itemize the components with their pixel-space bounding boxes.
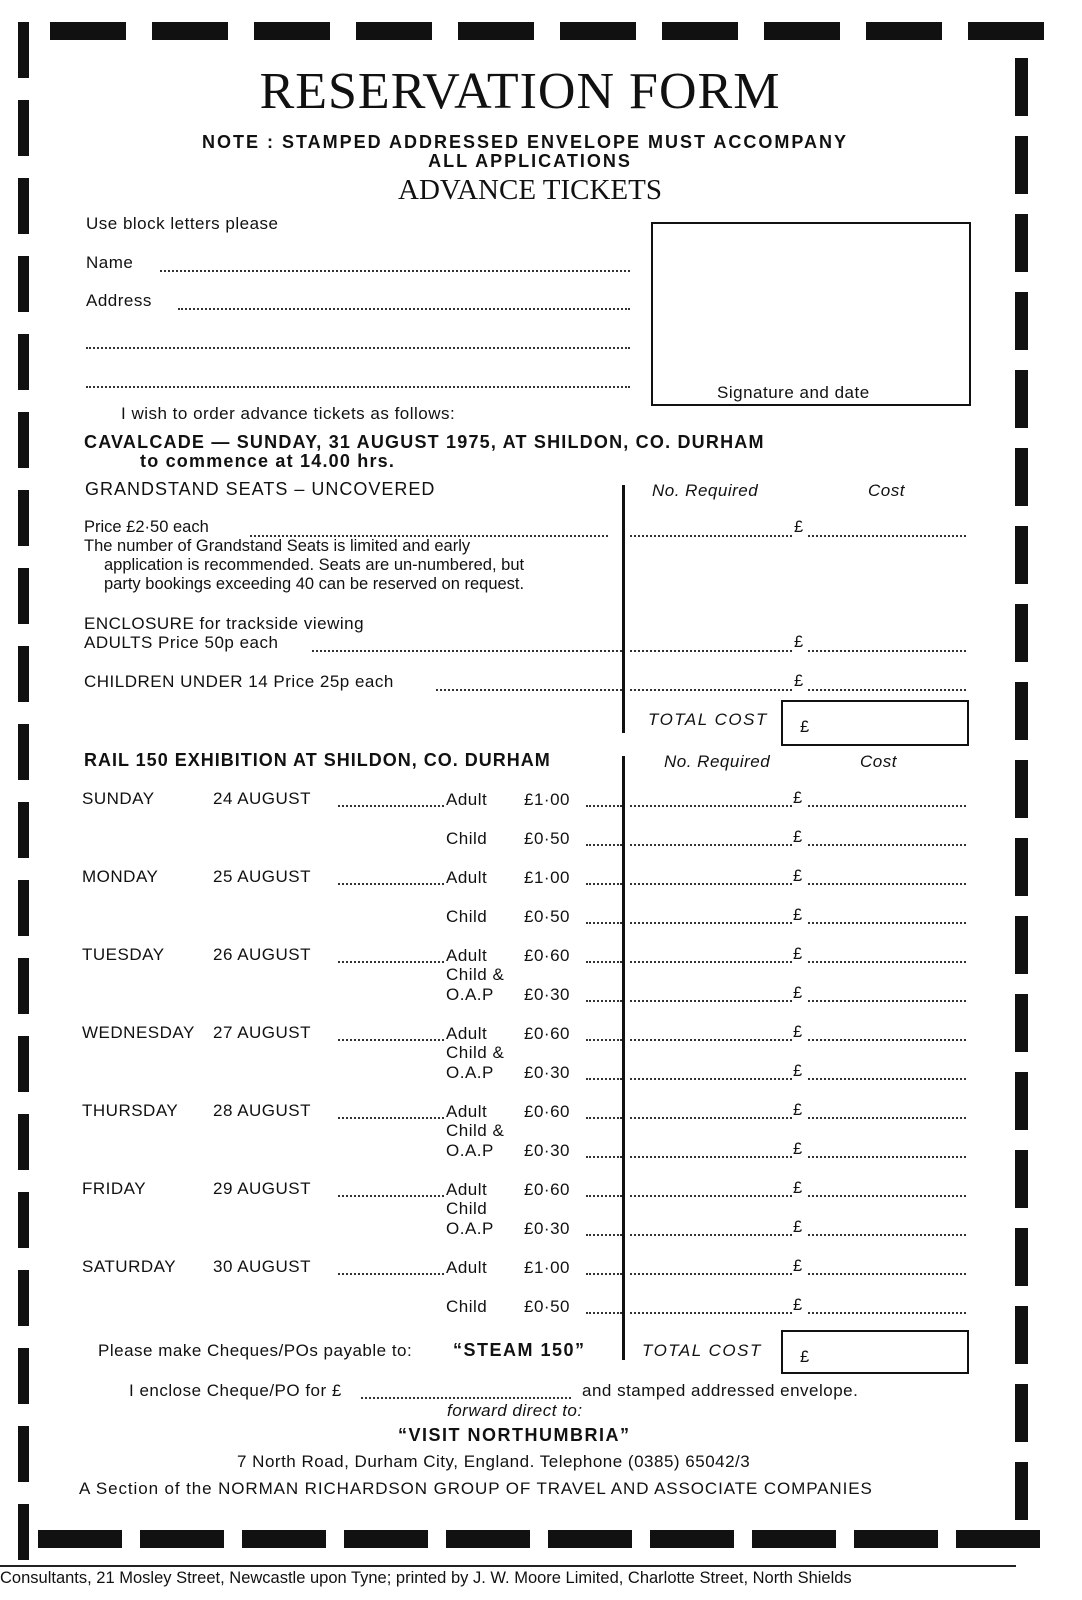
section-line: A Section of the NORMAN RICHARDSON GROUP OF TRAVEL AND ASSOCIATE COMPANIES bbox=[79, 1479, 873, 1498]
border-dash bbox=[18, 1426, 29, 1482]
border-dash bbox=[344, 1530, 428, 1548]
day-date: 29 AUGUST bbox=[213, 1179, 312, 1198]
border-dash bbox=[38, 1530, 122, 1548]
child-label: Child bbox=[446, 1297, 488, 1316]
child-label: Child bbox=[446, 907, 488, 926]
address-label: Address bbox=[86, 291, 152, 310]
grandstand-note bbox=[84, 537, 604, 594]
name-field[interactable] bbox=[160, 270, 630, 272]
child-pound: £ bbox=[793, 1218, 803, 1236]
child-label-oap: O.A.P bbox=[446, 985, 494, 1004]
child-price: £0·30 bbox=[524, 1063, 570, 1082]
child-price-leader bbox=[586, 844, 622, 846]
signature-label: Signature and date bbox=[717, 383, 870, 402]
date-leader bbox=[338, 1039, 444, 1041]
border-dash bbox=[1015, 370, 1028, 428]
note-line-2: ALL APPLICATIONS bbox=[428, 151, 632, 171]
border-dash bbox=[242, 1530, 326, 1548]
adult-label: Adult bbox=[446, 1024, 488, 1043]
child-price: £0·30 bbox=[524, 985, 570, 1004]
block-letters-note: Use block letters please bbox=[86, 214, 279, 233]
child-cost-field[interactable] bbox=[808, 844, 966, 846]
adult-label: Adult bbox=[446, 1258, 488, 1277]
advance-tickets-heading: ADVANCE TICKETS bbox=[398, 174, 662, 206]
org-address: 7 North Road, Durham City, England. Telephone (0385) 65042/3 bbox=[237, 1452, 751, 1471]
date-leader bbox=[338, 1195, 444, 1197]
day-name: SUNDAY bbox=[82, 789, 155, 808]
adult-price-leader bbox=[586, 961, 622, 963]
day-date: 28 AUGUST bbox=[213, 1101, 312, 1120]
children-price: CHILDREN UNDER 14 Price 25p each bbox=[84, 672, 394, 691]
payable-to: “STEAM 150” bbox=[453, 1340, 586, 1360]
date-leader bbox=[338, 805, 444, 807]
child-pound: £ bbox=[793, 906, 803, 924]
child-pound: £ bbox=[793, 828, 803, 846]
cavalcade-total-label: TOTAL COST bbox=[648, 710, 768, 729]
cavalcade-heading: CAVALCADE — SUNDAY, 31 AUGUST 1975, AT SHILDON, CO. DURHAM bbox=[84, 432, 765, 452]
date-leader bbox=[338, 883, 444, 885]
child-required-field[interactable] bbox=[630, 844, 792, 846]
adult-pound: £ bbox=[793, 1023, 803, 1041]
border-dash bbox=[18, 1504, 29, 1560]
child-label-oap: O.A.P bbox=[446, 1063, 494, 1082]
day-date: 26 AUGUST bbox=[213, 945, 312, 964]
child-label: Child & bbox=[446, 965, 505, 984]
imprint-rule bbox=[0, 1565, 1016, 1567]
border-dash bbox=[458, 22, 534, 40]
border-dash bbox=[1015, 1228, 1028, 1286]
child-price-leader bbox=[586, 1000, 622, 1002]
child-required-field[interactable] bbox=[630, 922, 792, 924]
child-price: £0·50 bbox=[524, 907, 570, 926]
adult-required-field[interactable] bbox=[630, 883, 792, 885]
adults-price: ADULTS Price 50p each bbox=[84, 633, 279, 652]
adults-required-field[interactable] bbox=[630, 650, 792, 652]
grandstand-note-line: party bookings exceeding 40 can be reserved on request. bbox=[104, 575, 525, 593]
border-dash bbox=[446, 1530, 530, 1548]
child-pound: £ bbox=[793, 1062, 803, 1080]
day-name: MONDAY bbox=[82, 867, 159, 886]
child-cost-field[interactable] bbox=[808, 1078, 966, 1080]
adult-pound: £ bbox=[793, 1257, 803, 1275]
adult-cost-field[interactable] bbox=[808, 805, 966, 807]
adult-label: Adult bbox=[446, 946, 488, 965]
border-dash bbox=[1015, 214, 1028, 272]
address-field-line-2[interactable] bbox=[86, 347, 630, 349]
border-dash bbox=[1015, 1384, 1028, 1442]
border-dash bbox=[18, 1036, 29, 1092]
exhibition-col-required: No. Required bbox=[664, 752, 771, 771]
adult-required-field[interactable] bbox=[630, 1195, 792, 1197]
enclose-prefix: I enclose Cheque/PO for £ bbox=[129, 1381, 342, 1400]
date-leader bbox=[338, 961, 444, 963]
child-required-field[interactable] bbox=[630, 1312, 792, 1314]
border-dash bbox=[18, 724, 29, 780]
border-dash bbox=[1015, 1462, 1028, 1520]
children-required-field[interactable] bbox=[630, 689, 792, 691]
enclose-suffix: and stamped addressed envelope. bbox=[582, 1381, 859, 1400]
child-cost-field[interactable] bbox=[808, 922, 966, 924]
border-dash bbox=[50, 22, 126, 40]
border-dash bbox=[18, 1348, 29, 1404]
adult-price-leader bbox=[586, 1039, 622, 1041]
exhibition-column-divider bbox=[622, 756, 625, 1360]
signature-box[interactable] bbox=[651, 222, 971, 406]
border-dash bbox=[18, 802, 29, 858]
border-dash bbox=[752, 1530, 836, 1548]
note-line-1: NOTE : STAMPED ADDRESSED ENVELOPE MUST ACCOMPANY bbox=[201, 132, 849, 152]
border-dash bbox=[1015, 838, 1028, 896]
border-dash bbox=[140, 1530, 224, 1548]
day-name: THURSDAY bbox=[82, 1101, 179, 1120]
payable-label: Please make Cheques/POs payable to: bbox=[98, 1341, 413, 1360]
address-field-line-3[interactable] bbox=[86, 386, 630, 388]
grandstand-pound: £ bbox=[794, 518, 804, 536]
cavalcade-time: to commence at 14.00 hrs. bbox=[140, 451, 396, 471]
child-price: £0·30 bbox=[524, 1141, 570, 1160]
child-required-field[interactable] bbox=[630, 1234, 792, 1236]
adult-label: Adult bbox=[446, 1102, 488, 1121]
child-pound: £ bbox=[793, 1140, 803, 1158]
child-price: £0·50 bbox=[524, 1297, 570, 1316]
child-cost-field[interactable] bbox=[808, 1312, 966, 1314]
adult-cost-field[interactable] bbox=[808, 1273, 966, 1275]
address-field-line-1[interactable] bbox=[178, 308, 630, 310]
adult-required-field[interactable] bbox=[630, 1039, 792, 1041]
children-leader bbox=[436, 689, 622, 691]
child-price-leader bbox=[586, 1156, 622, 1158]
order-intro: I wish to order advance tickets as follows: bbox=[121, 404, 456, 423]
child-price-leader bbox=[586, 1234, 622, 1236]
adult-pound: £ bbox=[793, 867, 803, 885]
adults-cost-field[interactable] bbox=[808, 650, 966, 652]
grandstand-required-field[interactable] bbox=[630, 535, 792, 537]
border-dash bbox=[152, 22, 228, 40]
adults-pound: £ bbox=[794, 633, 804, 651]
day-name: SATURDAY bbox=[82, 1257, 177, 1276]
child-price-leader bbox=[586, 1078, 622, 1080]
border-dash bbox=[18, 412, 29, 468]
border-dash bbox=[560, 22, 636, 40]
border-dash bbox=[18, 256, 29, 312]
child-required-field[interactable] bbox=[630, 1156, 792, 1158]
child-cost-field[interactable] bbox=[808, 1000, 966, 1002]
adult-label: Adult bbox=[446, 1180, 488, 1199]
exhibition-heading: RAIL 150 EXHIBITION AT SHILDON, CO. DURHAM bbox=[84, 750, 551, 770]
border-dash bbox=[1015, 994, 1028, 1052]
border-dash bbox=[968, 22, 1044, 40]
border-dash bbox=[1015, 292, 1028, 350]
adult-price-leader bbox=[586, 1117, 622, 1119]
adult-price: £0·60 bbox=[524, 1180, 570, 1199]
date-leader bbox=[338, 1273, 444, 1275]
adult-price-leader bbox=[586, 1273, 622, 1275]
adults-leader bbox=[312, 650, 622, 652]
border-dash bbox=[18, 490, 29, 546]
grandstand-note-line: The number of Grandstand Seats is limited and early bbox=[84, 537, 471, 555]
border-dash bbox=[1015, 682, 1028, 740]
border-dash bbox=[1015, 1306, 1028, 1364]
border-dash bbox=[18, 958, 29, 1014]
date-leader bbox=[338, 1117, 444, 1119]
adult-price: £0·60 bbox=[524, 946, 570, 965]
day-date: 27 AUGUST bbox=[213, 1023, 312, 1042]
grandstand-cost-field[interactable] bbox=[808, 535, 966, 537]
border-dash bbox=[662, 22, 738, 40]
day-date: 24 AUGUST bbox=[213, 789, 312, 808]
border-dash bbox=[866, 22, 942, 40]
child-price-leader bbox=[586, 922, 622, 924]
adult-pound: £ bbox=[793, 1179, 803, 1197]
exhibition-col-cost: Cost bbox=[860, 752, 897, 771]
adult-price: £1·00 bbox=[524, 868, 570, 887]
adult-price-leader bbox=[586, 883, 622, 885]
children-cost-field[interactable] bbox=[808, 689, 966, 691]
adult-price: £0·60 bbox=[524, 1024, 570, 1043]
adult-required-field[interactable] bbox=[630, 1117, 792, 1119]
child-label: Child bbox=[446, 1199, 488, 1218]
border-dash bbox=[1015, 526, 1028, 584]
name-label: Name bbox=[86, 253, 134, 272]
grandstand-price: Price £2·50 each bbox=[84, 518, 209, 536]
child-cost-field[interactable] bbox=[808, 1234, 966, 1236]
adult-cost-field[interactable] bbox=[808, 883, 966, 885]
child-price-leader bbox=[586, 1312, 622, 1314]
adult-required-field[interactable] bbox=[630, 805, 792, 807]
exhibition-total-box[interactable] bbox=[781, 1330, 969, 1374]
adult-price-leader bbox=[586, 805, 622, 807]
day-name: TUESDAY bbox=[82, 945, 165, 964]
day-name: FRIDAY bbox=[82, 1179, 147, 1198]
border-dash bbox=[356, 22, 432, 40]
border-dash bbox=[854, 1530, 938, 1548]
adult-price: £1·00 bbox=[524, 1258, 570, 1277]
adult-pound: £ bbox=[793, 945, 803, 963]
child-required-field[interactable] bbox=[630, 1078, 792, 1080]
child-label-oap: O.A.P bbox=[446, 1141, 494, 1160]
cavalcade-col-required: No. Required bbox=[652, 481, 759, 500]
border-dash bbox=[18, 334, 29, 390]
enclose-amount-field[interactable] bbox=[361, 1397, 571, 1399]
border-dash bbox=[1015, 1072, 1028, 1130]
exhibition-total-pound: £ bbox=[800, 1348, 810, 1366]
org-name: “VISIT NORTHUMBRIA” bbox=[398, 1425, 631, 1445]
day-date: 25 AUGUST bbox=[213, 867, 312, 886]
adult-price-leader bbox=[586, 1195, 622, 1197]
border-dash bbox=[764, 22, 840, 40]
adult-cost-field[interactable] bbox=[808, 1195, 966, 1197]
cavalcade-column-divider bbox=[622, 485, 625, 733]
border-dash bbox=[1015, 604, 1028, 662]
adult-cost-field[interactable] bbox=[808, 1117, 966, 1119]
day-name: WEDNESDAY bbox=[82, 1023, 195, 1042]
cavalcade-col-cost: Cost bbox=[868, 481, 905, 500]
children-pound: £ bbox=[794, 672, 804, 690]
border-dash bbox=[548, 1530, 632, 1548]
adult-label: Adult bbox=[446, 868, 488, 887]
child-label-oap: O.A.P bbox=[446, 1219, 494, 1238]
adult-required-field[interactable] bbox=[630, 961, 792, 963]
exhibition-total-label: TOTAL COST bbox=[642, 1341, 762, 1360]
border-dash bbox=[254, 22, 330, 40]
child-required-field[interactable] bbox=[630, 1000, 792, 1002]
grandstand-note-line: application is recommended. Seats are un-numbered, but bbox=[104, 556, 525, 574]
border-dash bbox=[18, 568, 29, 624]
border-dash bbox=[18, 1270, 29, 1326]
border-dash bbox=[650, 1530, 734, 1548]
day-date: 30 AUGUST bbox=[213, 1257, 312, 1276]
child-pound: £ bbox=[793, 1296, 803, 1314]
border-dash bbox=[18, 880, 29, 936]
child-price: £0·50 bbox=[524, 829, 570, 848]
border-dash bbox=[1015, 760, 1028, 818]
form-title: RESERVATION FORM bbox=[259, 63, 781, 120]
border-dash bbox=[956, 1530, 1040, 1548]
child-pound: £ bbox=[793, 984, 803, 1002]
adult-price: £1·00 bbox=[524, 790, 570, 809]
child-label: Child & bbox=[446, 1121, 505, 1140]
border-dash bbox=[1015, 916, 1028, 974]
child-label: Child bbox=[446, 829, 488, 848]
child-price: £0·30 bbox=[524, 1219, 570, 1238]
adult-cost-field[interactable] bbox=[808, 961, 966, 963]
adult-pound: £ bbox=[793, 789, 803, 807]
cavalcade-total-box[interactable] bbox=[781, 700, 969, 746]
forward-direct: forward direct to: bbox=[447, 1401, 583, 1420]
cavalcade-total-pound: £ bbox=[800, 718, 810, 736]
adult-pound: £ bbox=[793, 1101, 803, 1119]
adult-required-field[interactable] bbox=[630, 1273, 792, 1275]
border-dash bbox=[18, 1192, 29, 1248]
border-dash bbox=[18, 646, 29, 702]
border-dash bbox=[1015, 1150, 1028, 1208]
enclosure-heading: ENCLOSURE for trackside viewing bbox=[84, 614, 365, 633]
adult-cost-field[interactable] bbox=[808, 1039, 966, 1041]
border-dash bbox=[1015, 448, 1028, 506]
grandstand-heading: GRANDSTAND SEATS – UNCOVERED bbox=[85, 479, 436, 499]
child-label: Child & bbox=[446, 1043, 505, 1062]
child-cost-field[interactable] bbox=[808, 1156, 966, 1158]
adult-label: Adult bbox=[446, 790, 488, 809]
printer-imprint: Consultants, 21 Mosley Street, Newcastle upon Tyne; printed by J. W. Moore Limited, Charlotte Street, North Shields bbox=[0, 1569, 852, 1587]
adult-price: £0·60 bbox=[524, 1102, 570, 1121]
border-dash bbox=[18, 1114, 29, 1170]
